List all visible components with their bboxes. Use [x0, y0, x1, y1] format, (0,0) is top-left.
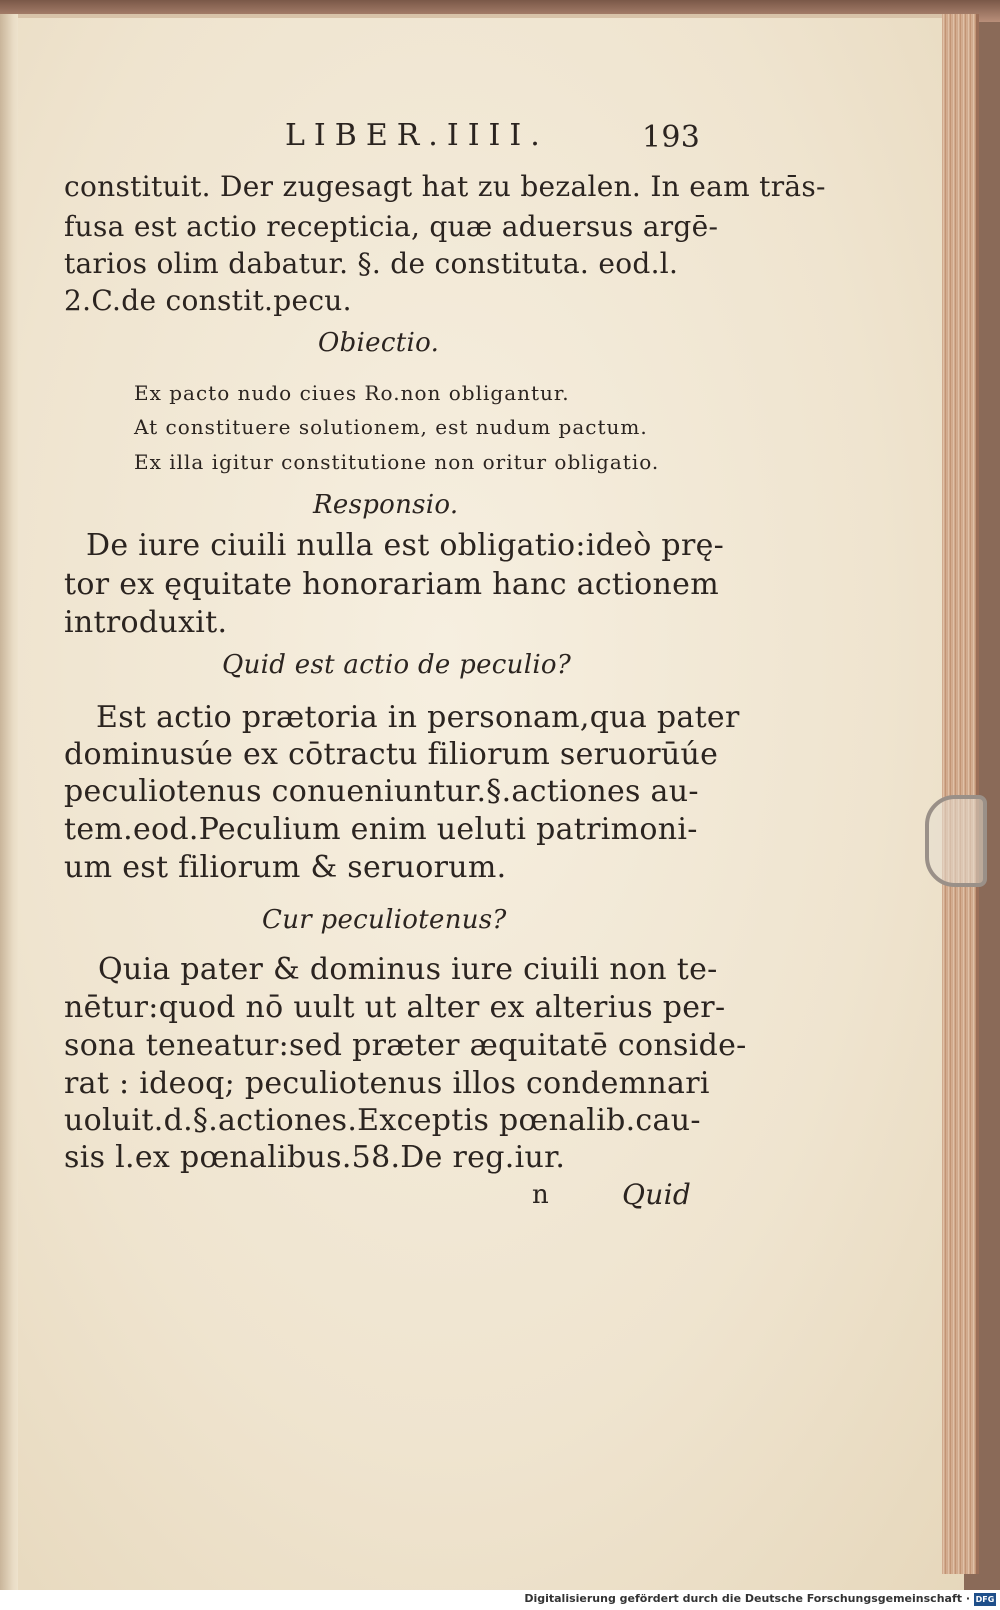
page-number: 193: [642, 120, 701, 155]
syllogism-line: At constituere solutionem, est nudum pactum.: [134, 415, 648, 439]
section-heading: Responsio.: [313, 490, 459, 520]
syllogism-line: Ex pacto nudo ciues Ro.non obligantur.: [134, 381, 570, 405]
text-line: peculiotenus conueniuntur.§.actiones au-: [64, 774, 699, 809]
syllogism-line: Ex illa igitur constitutione non oritur obligatio.: [134, 450, 660, 474]
text-line: tor ex ęquitate honorariam hanc actionem: [64, 567, 719, 602]
text-line: tem.eod.Peculium enim ueluti patrimoni-: [64, 812, 698, 847]
text-line: introduxit.: [64, 605, 228, 640]
text-line: 2.C.de constit.pecu.: [64, 284, 352, 317]
text-line: rat : ideoq; peculiotenus illos condemnari: [64, 1066, 710, 1101]
text-line: sis l.ex pœnalibus.58.De reg.iur.: [64, 1140, 566, 1175]
signature-mark: n: [532, 1180, 550, 1210]
text-line: Est actio prætoria in personam,qua pater: [96, 700, 740, 735]
text-line: nētur:quod nō uult ut alter ex alterius per-: [64, 990, 726, 1025]
text-line: dominusúe ex cōtractu filiorum seruorūúe: [64, 737, 719, 772]
text-line: fusa est actio recepticia, quæ aduersus argē-: [64, 210, 719, 243]
funding-credit: Digitalisierung gefördert durch die Deutsche Forschungsgemeinschaft ·: [524, 1592, 970, 1605]
section-heading: Obiectio.: [318, 328, 440, 358]
catchword: Quid: [622, 1178, 692, 1211]
section-heading: Quid est actio de peculio?: [222, 650, 572, 680]
running-title: LIBER.IIII.: [285, 118, 549, 153]
text-line: De iure ciuili nulla est obligatio:ideò prę-: [86, 528, 725, 563]
text-line: um est filiorum & seruorum.: [64, 850, 507, 885]
text-line: Quia pater & dominus iure ciuili non te-: [98, 952, 718, 987]
text-line: tarios olim dabatur. §. de constituta. eod.l.: [64, 247, 679, 280]
footer-bar: [0, 1590, 1000, 1610]
text-line: uoluit.d.§.actiones.Exceptis pœnalib.cau-: [64, 1103, 701, 1138]
section-heading: Cur peculiotenus?: [262, 905, 507, 935]
dfg-logo: DFG: [975, 1595, 995, 1604]
text-line: sona teneatur:sed præter æquitatē conside-: [64, 1028, 747, 1063]
text-line: constituit. Der zugesagt hat zu bezalen. In eam trās-: [64, 170, 826, 203]
